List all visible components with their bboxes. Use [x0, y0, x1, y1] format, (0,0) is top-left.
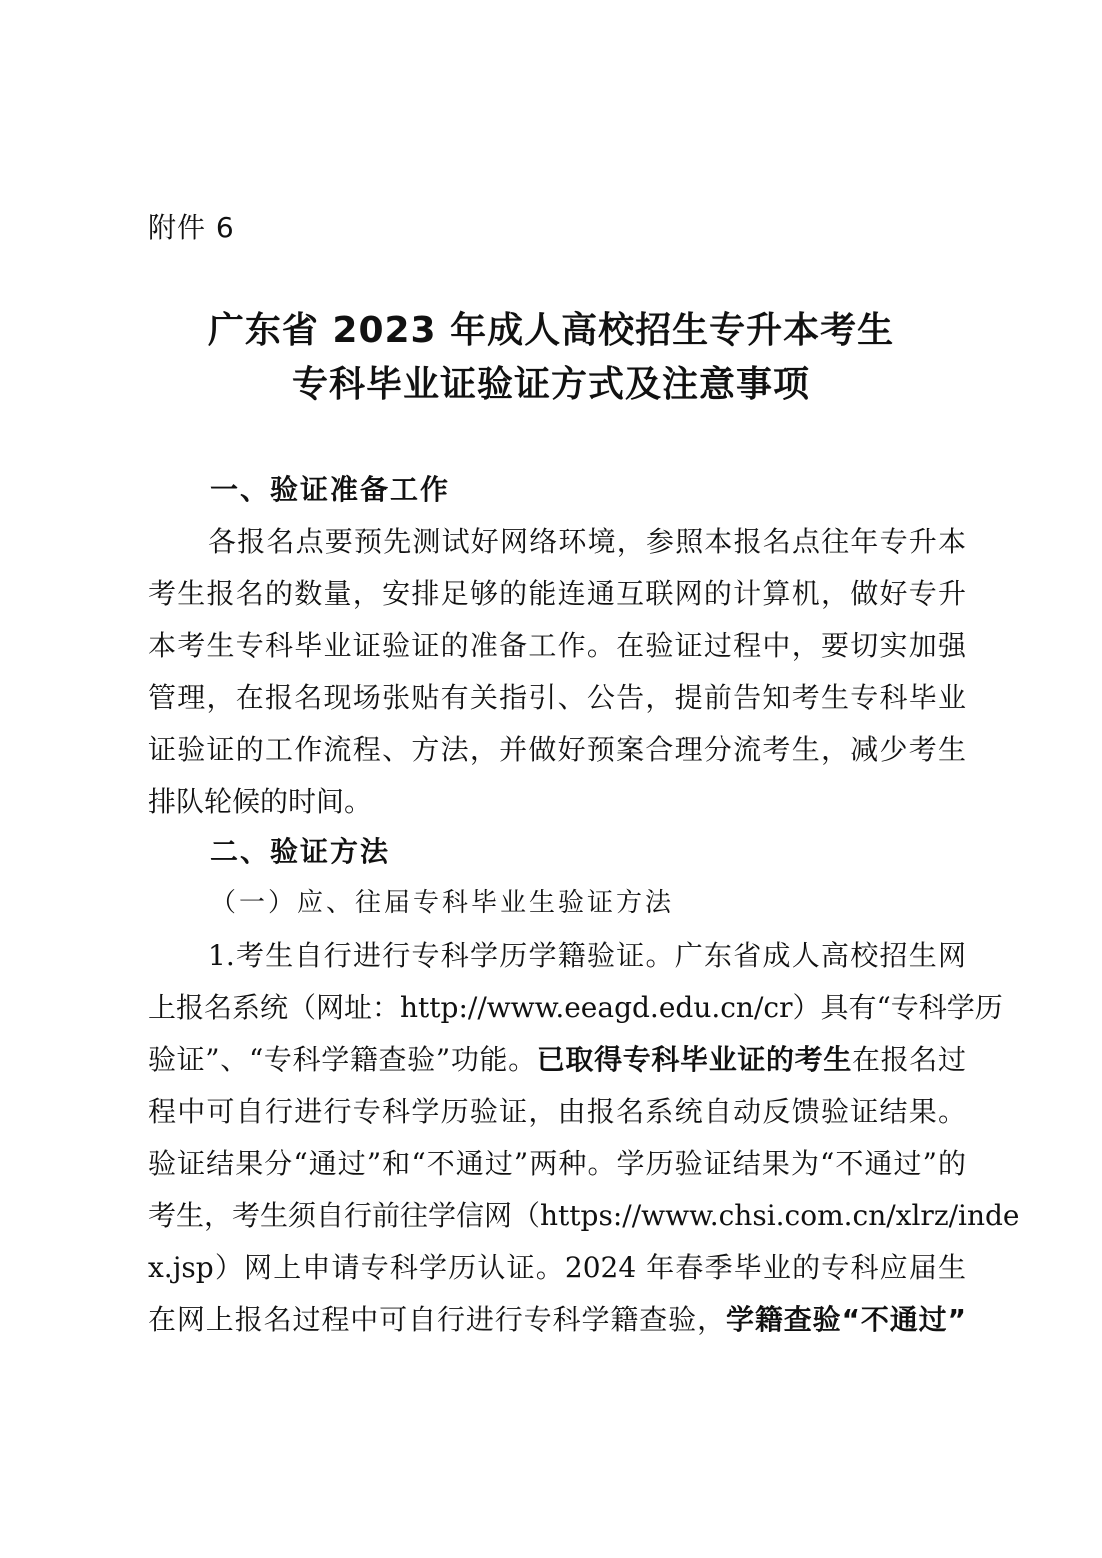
- section-2-paragraph-line: 程中可自行进行专科学历验证，由报名系统自动反馈验证结果。: [148, 1095, 966, 1128]
- section-2-paragraph-line: 验证结果分“通过”和“不通过”两种。学历验证结果为“不通过”的: [148, 1147, 966, 1180]
- section-1-paragraph-line: 管理，在报名现场张贴有关指引、公告，提前告知考生专科毕业: [148, 681, 966, 714]
- document-title-line-1: 广东省 2023 年成人高校招生专升本考生: [207, 310, 895, 351]
- section-1-paragraph-line: 证验证的工作流程、方法，并做好预案合理分流考生，减少考生: [148, 733, 966, 766]
- section-2-paragraph-line: 考生，考生须自行前往学信网（https://www.chsi.com.cn/xlrz/inde: [148, 1199, 1020, 1232]
- text-run: 验证”、“专科学籍查验”功能。: [148, 1043, 537, 1076]
- section-2-paragraph-line: x.jsp）网上申请专科学历认证。2024 年春季毕业的专科应届生: [148, 1251, 966, 1284]
- section-2-paragraph-line: [148, 1038, 966, 1078]
- section-2-paragraph-line: 上报名系统（网址：http://www.eeagd.edu.cn/cr）具有“专科学历: [148, 991, 1003, 1024]
- section-1-paragraph-line: 各报名点要预先测试好网络环境，参照本报名点往年专升本: [208, 525, 966, 558]
- section-1-paragraph-line: 考生报名的数量，安排足够的能连通互联网的计算机，做好专升: [148, 577, 966, 610]
- section-1-heading: 一、验证准备工作: [210, 473, 451, 506]
- section-2-subheading: （一）应、往届专科毕业生验证方法: [210, 888, 675, 918]
- section-1-paragraph-line: 排队轮候的时间。: [148, 785, 373, 818]
- bold-text-run: 学籍查验“不通过”: [725, 1303, 966, 1336]
- section-2-heading: 二、验证方法: [210, 835, 391, 868]
- document-title-line-2: 专科毕业证验证方式及注意事项: [291, 364, 810, 405]
- section-2-paragraph-line: [148, 1298, 966, 1338]
- text-run: 在报名过: [852, 1043, 966, 1076]
- bold-text-run: 已取得专科毕业证的考生: [536, 1043, 852, 1076]
- attachment-label: 附件 6: [148, 211, 235, 244]
- text-run: 在网上报名过程中可自行进行专科学籍查验，: [148, 1303, 726, 1336]
- section-1-paragraph-line: 本考生专科毕业证验证的准备工作。在验证过程中，要切实加强: [148, 629, 966, 662]
- section-2-paragraph-line: 1.考生自行进行专科学历学籍验证。广东省成人高校招生网: [208, 939, 966, 972]
